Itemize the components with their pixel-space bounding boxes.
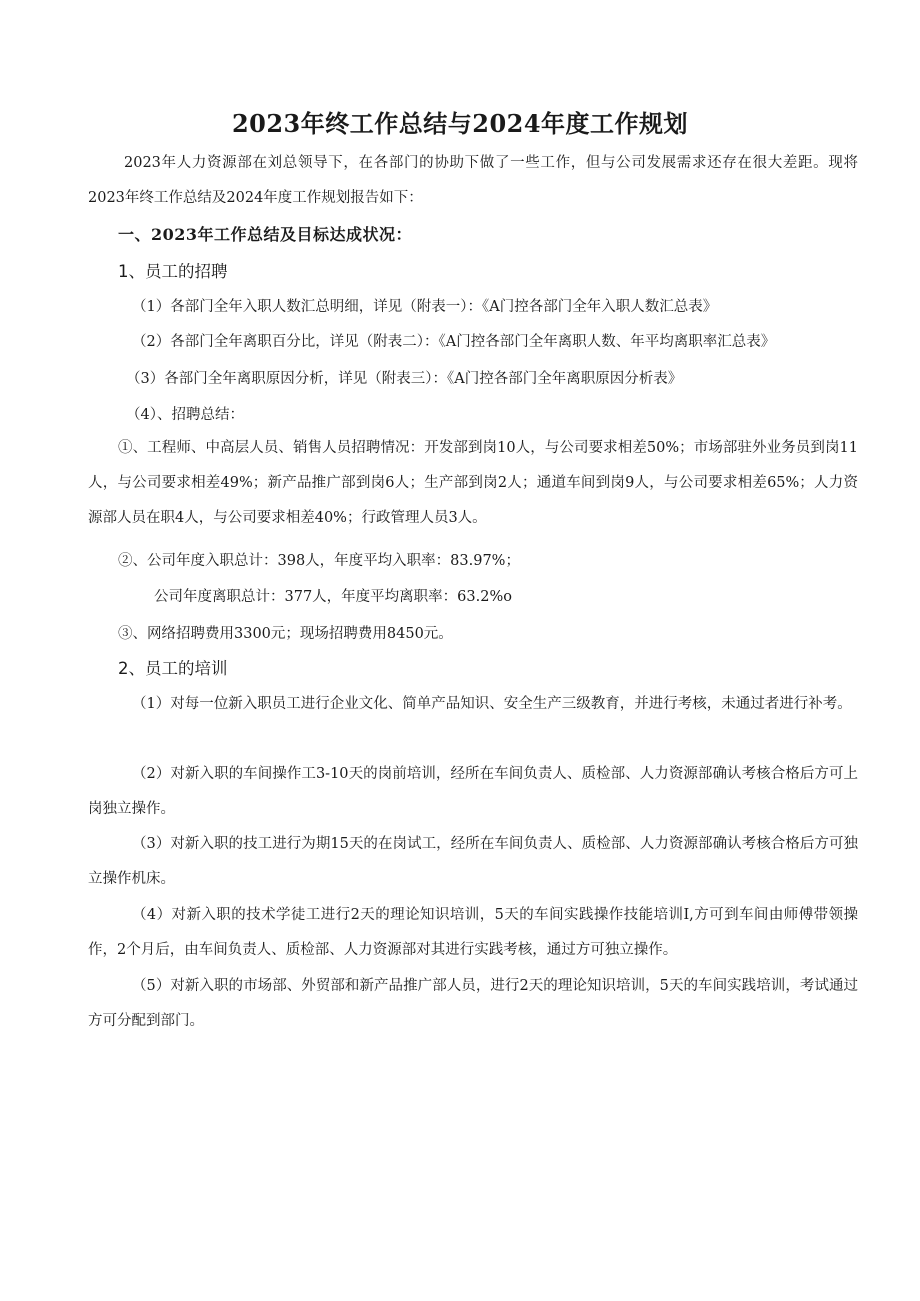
recruitment-item-1: （1）各部门全年入职人数汇总明细，详见（附表一）：《A门控各部门全年入职人数汇总表》 (132, 299, 718, 315)
recruitment-summary-2b: 公司年度离职总计：377人，年度平均离职率：63.2%o (154, 589, 512, 605)
subsection-heading-training: 2、员工的培训 (118, 659, 228, 678)
recruitment-item-3: （3）各部门全年离职原因分析，详见（附表三）：《A门控各部门全年离职原因分析表》 (126, 371, 683, 387)
recruitment-summary-3: ③、网络招聘费用3300元；现场招聘费用8450元。 (118, 626, 453, 642)
section-heading: 一、2023年工作总结及目标达成状况： (118, 225, 413, 244)
intro-paragraph: 2023年人力资源部在刘总领导下，在各部门的协助下做了一些工作，但与公司发展需求还存在很大差距。现将2023年终工作总结及2024年度工作规划报告如下： (88, 155, 858, 206)
training-item-2: （2）对新入职的车间操作工3-10天的岗前培训，经所在车间负责人、质检部、人力资源部确认考核合格后方可上岗独立操作。 (88, 766, 858, 817)
training-item-1: （1）对每一位新入职员工进行企业文化、简单产品知识、安全生产三级教育，并进行考核，未通过者进行补考。 (132, 696, 852, 712)
training-item-5: （5）对新入职的市场部、外贸部和新产品推广部人员，进行2天的理论知识培训，5天的车间实践培训，考试通过方可分配到部门。 (88, 978, 858, 1029)
recruitment-summary-1: ①、工程师、中高层人员、销售人员招聘情况：开发部到岗10人，与公司要求相差50%；市场部驻外业务员到岗11人，与公司要求相差49%；新产品推广部到岗6人；生产部到岗2人；通道车间到岗9人，与公司要求相差65%；人力资源部人员在职4人，与公司要求相差40%；行政管理人员3人。 (88, 440, 858, 526)
subsection-heading-recruitment: 1、员工的招聘 (118, 262, 228, 281)
recruitment-item-4: （4）、招聘总结： (126, 407, 244, 423)
training-item-3: （3）对新入职的技工进行为期15天的在岗试工，经所在车间负责人、质检部、人力资源部确认考核合格后方可独立操作机床。 (88, 836, 858, 887)
training-item-4: （4）对新入职的技术学徒工进行2天的理论知识培训，5天的车间实践操作技能培训I,方可到车间由师傅带领操作，2个月后，由车间负责人、质检部、人力资源部对其进行实践考核，通过方可独立操作。 (88, 907, 858, 958)
recruitment-item-2: （2）各部门全年离职百分比，详见（附表二）：《A门控各部门全年离职人数、年平均离职率汇总表》 (132, 334, 776, 350)
recruitment-summary-2: ②、公司年度入职总计：398人，年度平均入职率：83.97%； (118, 553, 520, 569)
document-title: 2023年终工作总结与2024年度工作规划 (231, 109, 689, 138)
